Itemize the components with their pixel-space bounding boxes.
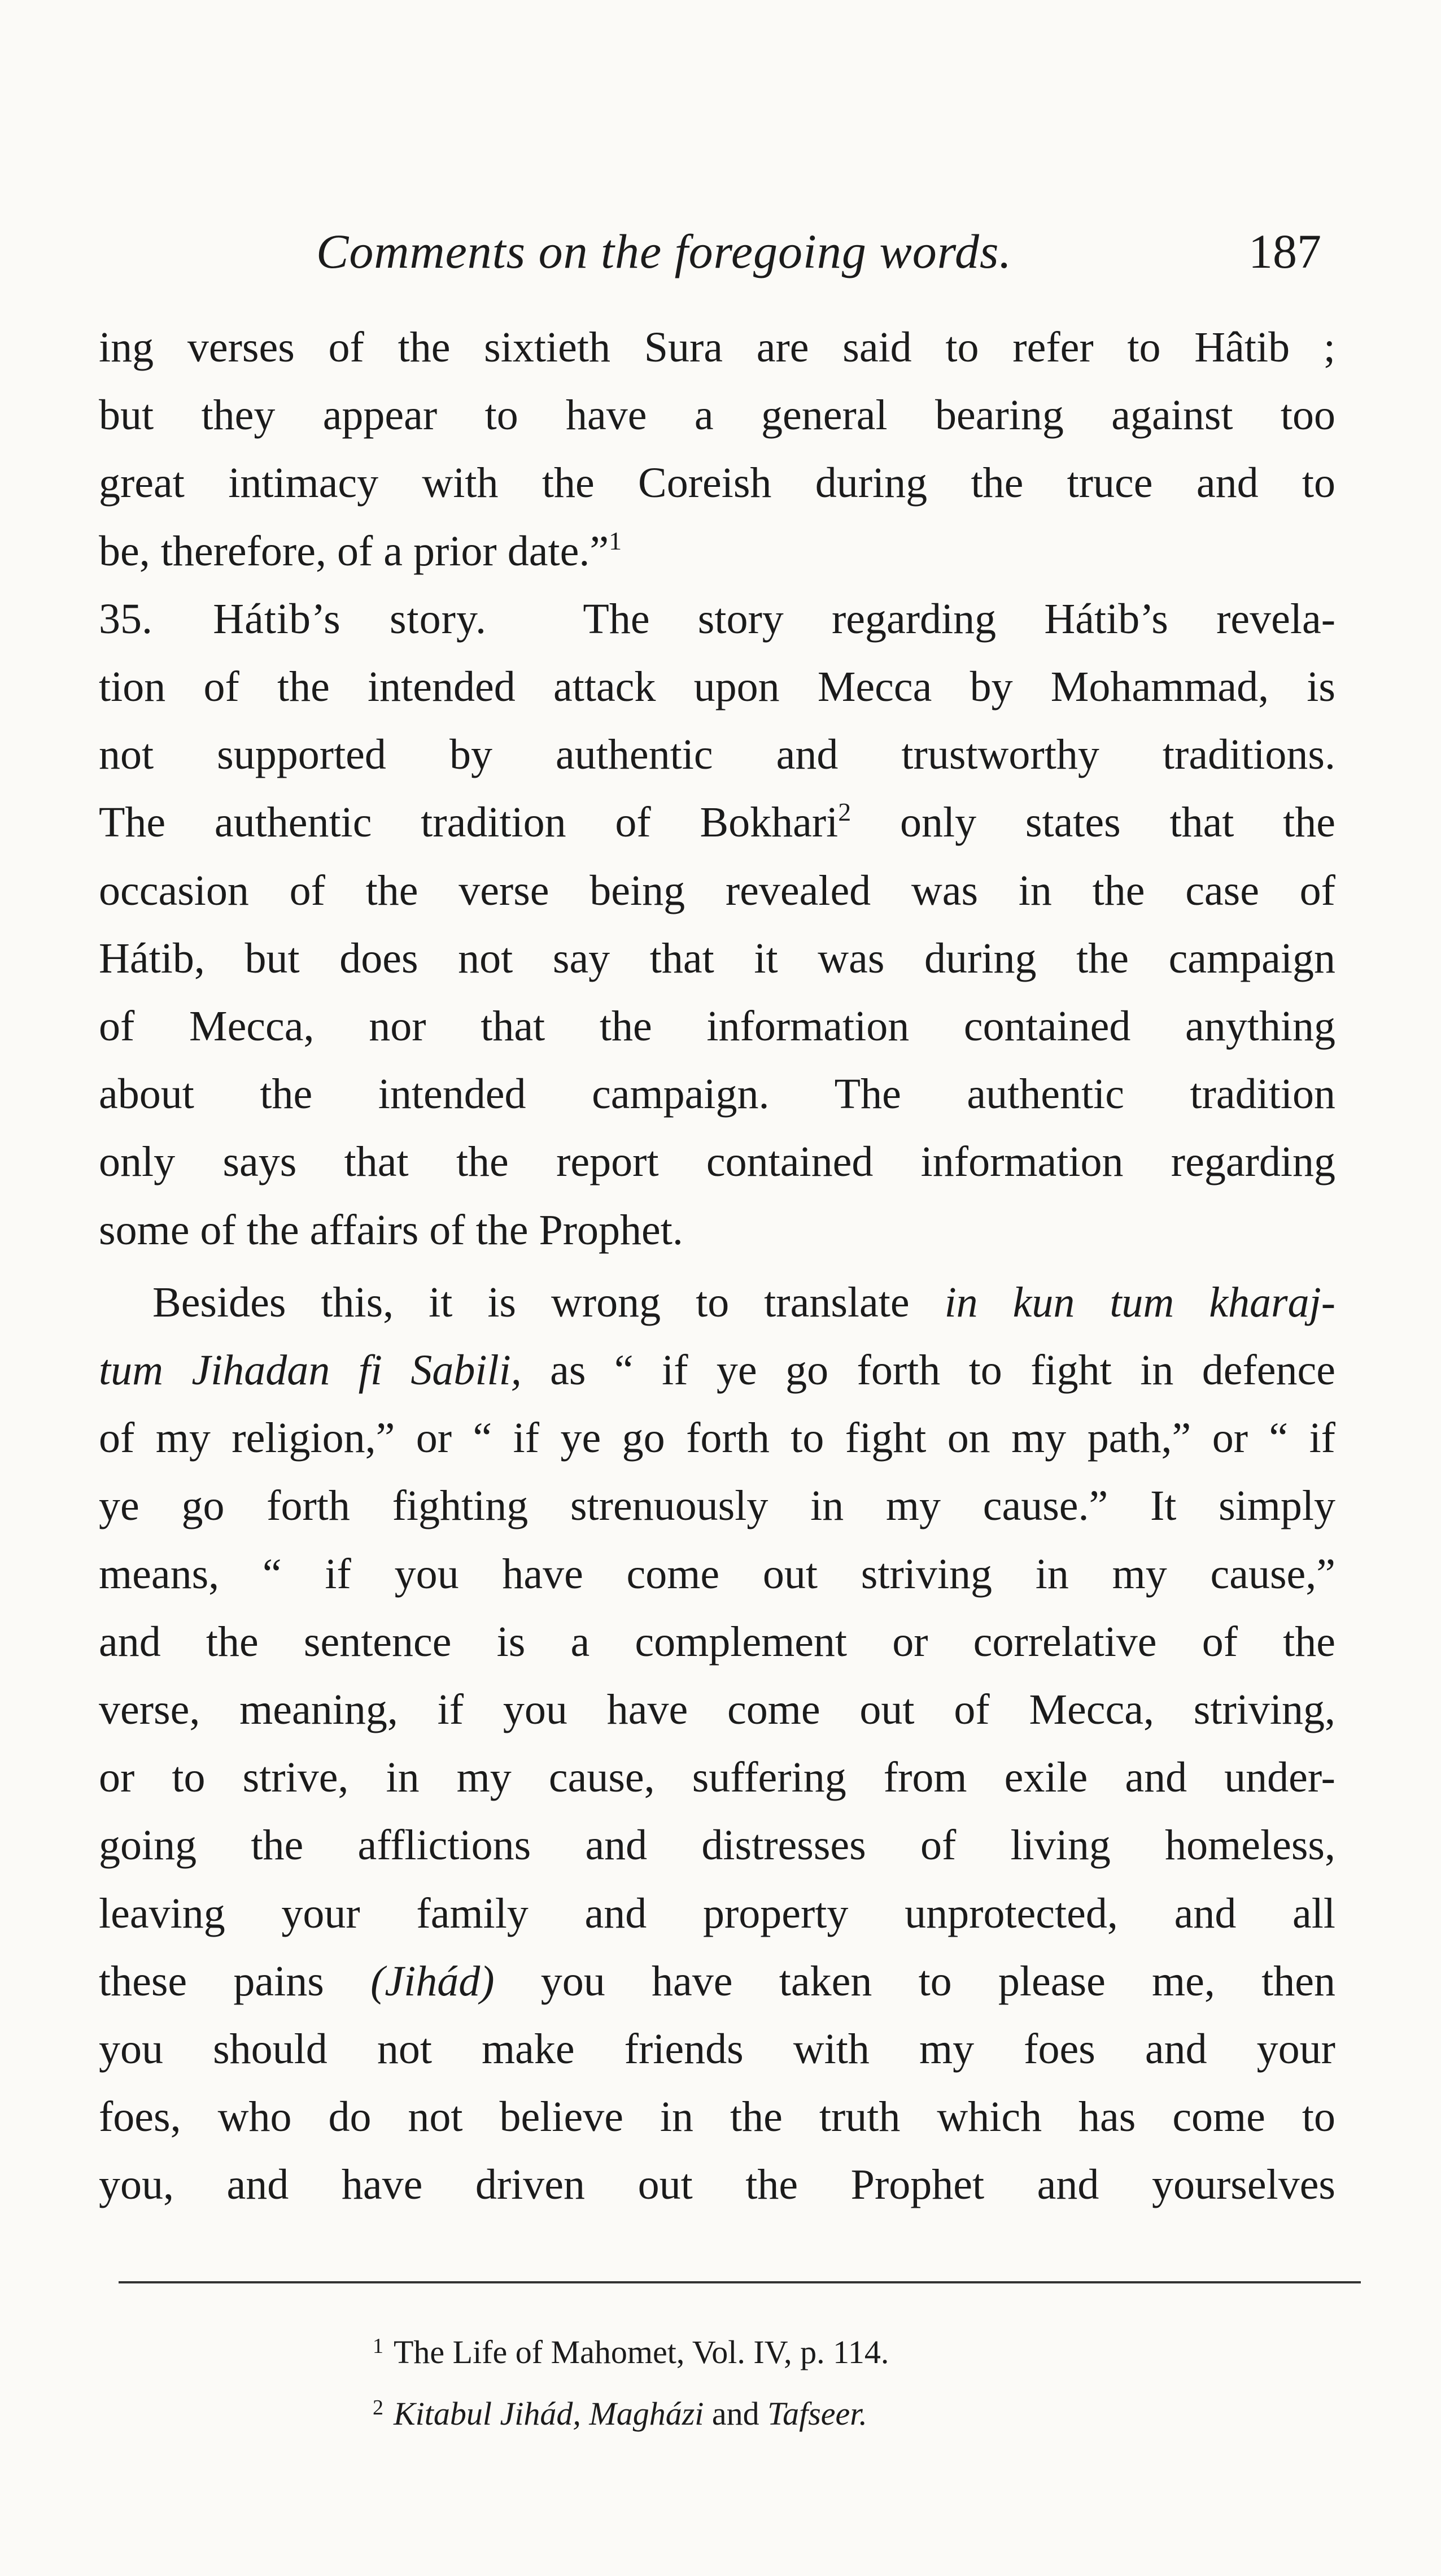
- paragraph-continuation: [99, 313, 1335, 585]
- text-line: of Mecca, nor that the information contained anything: [99, 1002, 1335, 1051]
- text-fragment: you have taken to please me, then: [494, 1957, 1335, 2005]
- text-line: of my religion,” or “ if ye go forth to fight on my path,” or “ if: [99, 1414, 1335, 1462]
- footnote-mark: 1: [373, 2334, 383, 2358]
- text-line: means, “ if you have come out striving in my cause,”: [99, 1550, 1335, 1598]
- text-line: foes, who do not believe in the truth which has come to: [99, 2093, 1335, 2141]
- footnote-1: [373, 2318, 1220, 2380]
- text-line: you, and have driven out the Prophet and yourselves: [99, 2161, 1335, 2209]
- text-line: occasion of the verse being revealed was in the case of: [99, 866, 1335, 914]
- text-fragment: Besides this, it is wrong to translate: [152, 1278, 945, 1326]
- page-number: 187: [1248, 224, 1321, 278]
- text-fragment: only states that the: [851, 799, 1335, 847]
- text-line: great intimacy with the Coreish during the truce and to: [99, 459, 1335, 507]
- text-line: some of the affairs of the Prophet.: [99, 1206, 683, 1254]
- footnote-ref-1: 1: [609, 526, 622, 555]
- text-line: tion of the intended attack upon Mecca by Mohammad, is: [99, 663, 1335, 711]
- footnote-divider: [119, 2281, 1361, 2283]
- footnote-2: [373, 2380, 1220, 2442]
- text-line: Hátib, but does not say that it was during the campaign: [99, 934, 1335, 982]
- italic-phrase: (Jihád): [370, 1957, 495, 2005]
- running-head: [316, 217, 1321, 285]
- text-line: ye go forth fighting strenuously in my cause.” It simply: [99, 1482, 1335, 1530]
- footnote-italic: Kitabul Jihád, Magházi: [394, 2395, 704, 2432]
- side-note: Hátib’s story.: [213, 595, 487, 643]
- text-line: [99, 1947, 1335, 2015]
- paragraph-hatib-story: [99, 585, 1335, 1264]
- footnote-ref-2: 2: [838, 797, 852, 827]
- text-fragment: these pains: [99, 1957, 371, 2005]
- footnotes: [373, 2318, 1220, 2442]
- footnote-mark: 2: [373, 2396, 383, 2420]
- footnote-italic: Tafseer.: [767, 2395, 867, 2432]
- text-line: [99, 788, 1335, 856]
- text-line: leaving your family and property unprotected, and all: [99, 1889, 1335, 1937]
- running-title: Comments on the foregoing words.: [316, 224, 1012, 278]
- text-line: and the sentence is a complement or correlative of the: [99, 1618, 1335, 1666]
- italic-phrase: in kun tum kharaj-: [944, 1278, 1335, 1326]
- text-line: only says that the report contained information regarding: [99, 1138, 1335, 1186]
- text-line: going the afflictions and distresses of living homeless,: [99, 1821, 1335, 1869]
- text-fragment: The authentic tradition of Bokhari: [99, 799, 839, 847]
- text-line: [99, 1336, 1335, 1404]
- body-text: [99, 313, 1335, 2219]
- text-line: [99, 585, 1335, 653]
- footnote-text: and: [704, 2395, 768, 2432]
- paragraph-besides: [99, 1269, 1335, 2219]
- text-line: [99, 517, 1335, 585]
- text-fragment: The story regarding Hátib’s revela-: [583, 595, 1336, 643]
- text-line: not supported by authentic and trustworthy traditions.: [99, 731, 1335, 779]
- text-line: about the intended campaign. The authentic tradition: [99, 1070, 1335, 1118]
- text-line: but they appear to have a general bearing against too: [99, 391, 1335, 439]
- text-line: [99, 1269, 1335, 1336]
- text-fragment: as “ if ye go forth to fight in defence: [521, 1346, 1335, 1394]
- italic-phrase: tum Jihadan fi Sabili,: [99, 1346, 522, 1394]
- text-line: or to strive, in my cause, suffering from exile and under-: [99, 1754, 1335, 1802]
- text-line: you should not make friends with my foes and your: [99, 2025, 1335, 2073]
- footnote-text: The Life of Mahomet, Vol. IV, p. 114.: [394, 2334, 889, 2370]
- text-fragment: be, therefore, of a prior date.”: [99, 527, 609, 575]
- text-line: ing verses of the sixtieth Sura are said to refer to Hâtib ;: [99, 324, 1335, 371]
- text-line: verse, meaning, if you have come out of Mecca, striving,: [99, 1686, 1335, 1734]
- section-number: 35.: [99, 595, 152, 643]
